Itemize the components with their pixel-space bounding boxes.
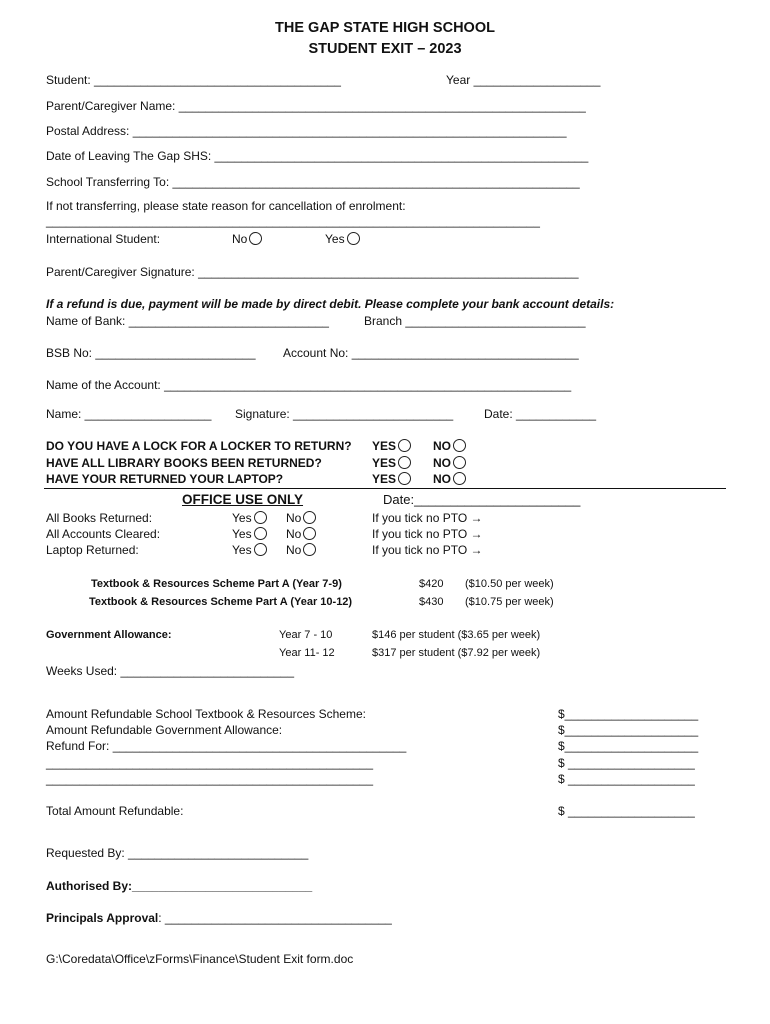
locker-no-option[interactable] xyxy=(433,439,466,453)
radio-circle-icon[interactable] xyxy=(453,439,466,452)
books-yes-option[interactable] xyxy=(232,511,267,525)
requested-by-field[interactable]: Requested By: ___________________________ xyxy=(46,846,309,860)
no-label: No xyxy=(286,511,302,525)
international-yes-label: Yes xyxy=(325,232,345,246)
signature-field[interactable]: Signature: ________________________ xyxy=(235,407,454,421)
international-yes-option[interactable] xyxy=(325,232,360,246)
bsb-field[interactable]: BSB No: ________________________ xyxy=(46,346,256,360)
radio-circle-icon[interactable] xyxy=(453,472,466,485)
refund-textbook-label: Amount Refundable School Textbook & Resources Scheme: xyxy=(46,707,366,721)
radio-circle-icon[interactable] xyxy=(254,527,267,540)
books-returned-label: All Books Returned: xyxy=(46,511,153,525)
radio-circle-icon[interactable] xyxy=(398,472,411,485)
name-of-bank-field[interactable]: Name of Bank: ______________________________ xyxy=(46,314,329,328)
accounts-no-option[interactable] xyxy=(286,527,316,541)
books-pto-note: If you tick no PTO → xyxy=(372,511,483,525)
scheme-weekly-7-9: ($10.50 per week) xyxy=(465,578,554,590)
school-title: THE GAP STATE HIGH SCHOOL xyxy=(275,20,495,36)
laptop-yes-option[interactable] xyxy=(372,472,411,486)
branch-field[interactable]: Branch ___________________________ xyxy=(364,314,586,328)
radio-circle-icon[interactable] xyxy=(347,232,360,245)
allowance-amount-7-10: $146 per student ($3.65 per week) xyxy=(372,629,541,641)
cancellation-reason-line[interactable]: __________________________________________________________________________ xyxy=(46,214,540,228)
international-no-option[interactable] xyxy=(232,232,262,246)
radio-circle-icon[interactable] xyxy=(398,456,411,469)
principals-approval-line[interactable]: : __________________________________ xyxy=(158,911,392,925)
cancellation-reason-label: If not transferring, please state reason for cancellation of enrolment: xyxy=(46,199,406,213)
refund-for-field[interactable]: Refund For: ____________________________________________ xyxy=(46,739,407,753)
radio-circle-icon[interactable] xyxy=(303,543,316,556)
laptop-returned-yes-option[interactable] xyxy=(232,543,267,557)
section-divider xyxy=(44,488,726,489)
laptop-returned-label: Laptop Returned: xyxy=(46,543,139,557)
yes-label: Yes xyxy=(232,527,252,541)
laptop-no-option[interactable] xyxy=(433,472,466,486)
refund-govt-label: Amount Refundable Government Allowance: xyxy=(46,723,283,737)
office-use-heading: OFFICE USE ONLY xyxy=(182,492,304,507)
locker-yes-option[interactable] xyxy=(372,439,411,453)
form-title: STUDENT EXIT – 2023 xyxy=(308,41,462,57)
scheme-weekly-10-12: ($10.75 per week) xyxy=(465,596,554,608)
radio-circle-icon[interactable] xyxy=(303,511,316,524)
yes-label: YES xyxy=(372,456,397,470)
allowance-year-7-10: Year 7 - 10 xyxy=(279,629,333,641)
radio-circle-icon[interactable] xyxy=(453,456,466,469)
library-no-option[interactable] xyxy=(433,456,466,470)
international-student-label: International Student: xyxy=(46,232,161,246)
total-refundable-field[interactable]: $ ___________________ xyxy=(558,804,695,818)
yes-label: Yes xyxy=(232,511,252,525)
no-label: NO xyxy=(433,456,451,470)
refund-amount-line[interactable]: $____________________ xyxy=(558,707,699,721)
name-field[interactable]: Name: ___________________ xyxy=(46,407,212,421)
year-field[interactable]: Year ___________________ xyxy=(446,73,601,87)
principals-approval-label: Principals Approval xyxy=(46,911,159,925)
allowance-year-11-12: Year 11- 12 xyxy=(279,647,335,659)
parent-signature-field[interactable]: Parent/Caregiver Signature: _________________________________________________________ xyxy=(46,265,579,279)
accounts-yes-option[interactable] xyxy=(232,527,267,541)
radio-circle-icon[interactable] xyxy=(254,543,267,556)
question-laptop: HAVE YOUR RETURNED YOUR LAPTOP? xyxy=(46,472,284,486)
weeks-used-field[interactable]: Weeks Used: __________________________ xyxy=(46,664,294,678)
scheme-amount-10-12: $430 xyxy=(419,596,444,608)
total-refundable-label: Total Amount Refundable: xyxy=(46,804,184,818)
scheme-label-7-9: Textbook & Resources Scheme Part A (Year 7-9) xyxy=(91,578,342,590)
school-transferring-field[interactable]: School Transferring To: _____________________________________________________________ xyxy=(46,175,580,189)
library-yes-option[interactable] xyxy=(372,456,411,470)
parent-name-field[interactable]: Parent/Caregiver Name: _____________________________________________________________ xyxy=(46,99,586,113)
account-no-field[interactable]: Account No: __________________________________ xyxy=(283,346,579,360)
yes-label: YES xyxy=(372,472,397,486)
accounts-cleared-label: All Accounts Cleared: xyxy=(46,527,161,541)
yes-label: Yes xyxy=(232,543,252,557)
date-field[interactable]: Date: ____________ xyxy=(484,407,597,421)
refund-for-line[interactable]: _________________________________________________ xyxy=(46,756,374,770)
file-path-footer: G:\Coredata\Office\zForms\Finance\Student Exit form.doc xyxy=(46,952,354,966)
office-date-field[interactable]: Date:_______________________ xyxy=(383,492,581,507)
refund-amount-line[interactable]: $____________________ xyxy=(558,723,699,737)
refund-for-line[interactable]: _________________________________________________ xyxy=(46,772,374,786)
radio-circle-icon[interactable] xyxy=(254,511,267,524)
radio-circle-icon[interactable] xyxy=(398,439,411,452)
student-field[interactable]: Student: _____________________________________ xyxy=(46,73,341,87)
radio-circle-icon[interactable] xyxy=(249,232,262,245)
international-no-label: No xyxy=(232,232,248,246)
no-label: NO xyxy=(433,439,451,453)
no-label: No xyxy=(286,543,302,557)
government-allowance-label: Government Allowance: xyxy=(46,629,172,641)
principals-approval-field[interactable] xyxy=(46,911,392,925)
scheme-amount-7-9: $420 xyxy=(419,578,444,590)
postal-address-field[interactable]: Postal Address: _________________________________________________________________ xyxy=(46,124,567,138)
authorised-by-field[interactable]: Authorised By:___________________________ xyxy=(46,879,313,893)
allowance-amount-11-12: $317 per student ($7.92 per week) xyxy=(372,647,541,659)
radio-circle-icon[interactable] xyxy=(303,527,316,540)
question-library: HAVE ALL LIBRARY BOOKS BEEN RETURNED? xyxy=(46,456,322,470)
refund-note: If a refund is due, payment will be made by direct debit. Please complete your bank account details: xyxy=(46,297,615,311)
refund-amount-line[interactable]: $ ___________________ xyxy=(558,756,695,770)
refund-amount-line[interactable]: $____________________ xyxy=(558,739,699,753)
books-no-option[interactable] xyxy=(286,511,316,525)
no-label: No xyxy=(286,527,302,541)
laptop-pto-note: If you tick no PTO → xyxy=(372,543,483,557)
laptop-returned-no-option[interactable] xyxy=(286,543,316,557)
date-leaving-field[interactable]: Date of Leaving The Gap SHS: ________________________________________________________ xyxy=(46,149,589,163)
question-locker: DO YOU HAVE A LOCK FOR A LOCKER TO RETURN? xyxy=(46,439,352,453)
scheme-label-10-12: Textbook & Resources Scheme Part A (Year 10-12) xyxy=(89,596,353,608)
refund-amount-line[interactable]: $ ___________________ xyxy=(558,772,695,786)
yes-label: YES xyxy=(372,439,397,453)
account-name-field[interactable]: Name of the Account: _____________________________________________________________ xyxy=(46,378,572,392)
no-label: NO xyxy=(433,472,451,486)
accounts-pto-note: If you tick no PTO → xyxy=(372,527,483,541)
